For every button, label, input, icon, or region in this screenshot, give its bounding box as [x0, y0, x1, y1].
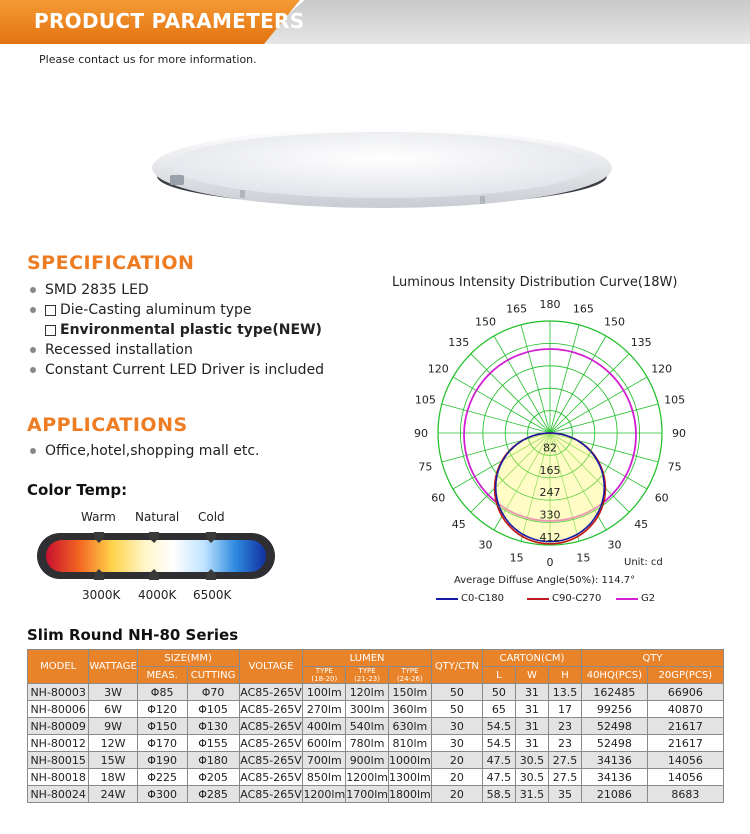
- table-cell: 35: [548, 786, 581, 803]
- table-cell: 52498: [581, 735, 647, 752]
- table-cell: 162485: [581, 684, 647, 701]
- table-cell: 20: [431, 752, 482, 769]
- angle-tick-label: 0: [546, 556, 554, 569]
- bullet-icon: [30, 347, 36, 353]
- table-cell: 1700lm: [346, 787, 388, 801]
- page-title: PRODUCT PARAMETERS: [34, 9, 305, 33]
- table-cell: 120lm: [346, 684, 389, 701]
- product-panel-image: [150, 110, 615, 225]
- table-cell: 18W: [89, 769, 137, 786]
- table-cell: Φ155: [187, 735, 239, 752]
- table-cell: 270lm: [303, 701, 346, 718]
- table-row: [28, 786, 724, 803]
- color-temp-top-label: Natural: [135, 510, 180, 524]
- angle-tick-label: 105: [414, 393, 436, 407]
- table-title: Slim Round NH-80 Series: [27, 626, 239, 644]
- table-cell: AC85-265V: [240, 685, 302, 699]
- radial-tick-label: 330: [539, 508, 561, 522]
- table-cell: 810lm: [388, 735, 431, 752]
- col-lumen-type: TYPE (21-23): [346, 667, 389, 684]
- table-cell: 23: [548, 735, 581, 752]
- table-cell: 3W: [89, 684, 137, 701]
- table-cell: 360lm: [388, 701, 431, 718]
- table-cell: 300lm: [346, 701, 389, 718]
- angle-tick-label: 150: [604, 315, 625, 329]
- table-cell: 700lm: [303, 752, 346, 769]
- table-cell: 54.5: [482, 718, 515, 735]
- table-cell: 9W: [89, 718, 137, 735]
- table-cell: 50: [482, 684, 515, 701]
- legend-swatch: [616, 598, 638, 600]
- legend-item: G2: [616, 593, 655, 604]
- angle-tick-label: 30: [478, 538, 493, 552]
- table-cell: AC85-265V: [240, 787, 302, 801]
- table-cell: 17: [548, 701, 581, 718]
- chart-title: Luminous Intensity Distribution Curve(18W): [392, 275, 678, 290]
- chart-unit: Unit: cd: [624, 557, 663, 568]
- color-temp-bar: [36, 525, 276, 587]
- table-cell: 24W: [89, 786, 137, 803]
- spec-item: Die-Casting aluminum type: [28, 300, 324, 320]
- spec-item: Recessed installation: [28, 340, 324, 360]
- col-wattage: WATTAGE: [89, 650, 137, 684]
- table-cell: Φ150: [137, 718, 187, 735]
- table-cell: 13.5: [548, 684, 581, 701]
- table-cell: 600lm: [303, 735, 346, 752]
- angle-tick-label: 120: [427, 362, 449, 376]
- angle-tick-label: 90: [672, 427, 686, 440]
- table-cell: 20: [431, 769, 482, 786]
- col-carton: CARTON(CM): [482, 650, 581, 667]
- angle-tick-label: 45: [451, 518, 466, 532]
- table-cell: 99256: [581, 701, 647, 718]
- legend-item: C90-C270: [527, 593, 601, 604]
- table-cell: 54.5: [482, 735, 515, 752]
- angle-tick-label: 90: [414, 427, 428, 440]
- angle-tick-label: 75: [418, 460, 433, 474]
- angle-tick-label: 135: [630, 335, 652, 349]
- table-cell: AC85-265V: [240, 770, 302, 784]
- col-carton-h: H: [548, 667, 581, 684]
- radial-tick-label: 82: [543, 441, 557, 455]
- table-cell: Φ130: [187, 718, 239, 735]
- col-20gp: 20GP(PCS): [647, 667, 723, 684]
- table-cell: Φ225: [137, 769, 187, 786]
- table-cell: 150lm: [388, 684, 431, 701]
- bullet-icon: [30, 448, 36, 454]
- angle-tick-label: 105: [664, 393, 686, 407]
- angle-tick-label: 60: [654, 491, 669, 505]
- table-cell: 50: [431, 701, 482, 718]
- table-cell: 31.5: [515, 786, 548, 803]
- table-cell: NH-80006: [28, 701, 89, 718]
- table-cell: NH-80009: [28, 718, 89, 735]
- spec-item: Environmental plastic type(NEW): [28, 320, 324, 340]
- radial-tick-label: 412: [539, 531, 561, 544]
- table-cell: 31: [515, 684, 548, 701]
- col-carton-l: L: [482, 667, 515, 684]
- color-temp-top-label: Warm: [81, 510, 116, 524]
- table-cell: 34136: [581, 769, 647, 786]
- table-cell: 850lm: [303, 769, 346, 786]
- specification-heading: SPECIFICATION: [27, 252, 195, 274]
- contact-note: Please contact us for more information.: [39, 53, 257, 66]
- application-item: Office,hotel,shopping mall etc.: [28, 441, 260, 461]
- table-cell: 100lm: [303, 684, 346, 701]
- col-carton-w: W: [515, 667, 548, 684]
- table-cell: NH-80018: [28, 769, 89, 786]
- table-cell: 1000lm: [388, 753, 431, 767]
- col-lumen-type: TYPE (24-26): [388, 667, 431, 684]
- col-size: SIZE(MM): [137, 650, 239, 667]
- header-banner: [0, 0, 750, 44]
- table-cell: AC85-265V: [240, 719, 302, 733]
- table-cell: 12W: [89, 735, 137, 752]
- table-cell: Φ120: [137, 701, 187, 718]
- table-cell: 1200lm: [303, 787, 346, 801]
- angle-tick-label: 15: [576, 551, 591, 565]
- table-cell: 58.5: [482, 786, 515, 803]
- table-cell: Φ190: [137, 752, 187, 769]
- table-cell: 50: [431, 684, 482, 701]
- table-cell: 6W: [89, 701, 137, 718]
- applications-heading: APPLICATIONS: [27, 414, 188, 436]
- specification-list: [28, 280, 324, 380]
- col-lumen: LUMEN: [303, 650, 431, 667]
- table-cell: 27.5: [548, 752, 581, 769]
- angle-tick-label: 45: [634, 518, 649, 532]
- checkbox-icon: [45, 305, 56, 316]
- table-cell: 34136: [581, 752, 647, 769]
- table-cell: 30.5: [515, 752, 548, 769]
- product-spec-table: [27, 649, 724, 803]
- table-cell: 900lm: [346, 752, 389, 769]
- color-temp-bottom-label: 6500K: [193, 588, 232, 602]
- table-cell: 400lm: [303, 718, 346, 735]
- legend-swatch: [436, 598, 458, 600]
- table-cell: Φ170: [137, 735, 187, 752]
- angle-tick-label: 165: [572, 302, 594, 316]
- col-meas: MEAS.: [137, 667, 187, 684]
- table-cell: 1300lm: [388, 770, 431, 784]
- table-cell: 30: [431, 718, 482, 735]
- table-cell: 540lm: [346, 718, 389, 735]
- table-cell: Φ70: [187, 684, 239, 701]
- col-lumen-type: TYPE (18-20): [303, 667, 346, 684]
- table-row: [28, 718, 724, 735]
- table-cell: 21086: [581, 786, 647, 803]
- angle-tick-label: 150: [475, 315, 496, 329]
- average-diffuse-angle: Average Diffuse Angle(50%): 114.7°: [454, 575, 636, 586]
- table-row: [28, 701, 724, 718]
- table-cell: AC85-265V: [240, 702, 302, 716]
- color-temp-heading: Color Temp:: [27, 481, 128, 499]
- table-cell: NH-80012: [28, 735, 89, 752]
- table-cell: Φ205: [187, 769, 239, 786]
- table-cell: 21617: [647, 718, 723, 735]
- table-cell: 27.5: [548, 769, 581, 786]
- angle-tick-label: 165: [506, 302, 528, 316]
- applications-list: [28, 441, 260, 461]
- color-temp-top-label: Cold: [198, 510, 225, 524]
- angle-tick-label: 30: [607, 538, 622, 552]
- table-cell: NH-80024: [28, 786, 89, 803]
- table-cell: 1200lm: [346, 770, 388, 784]
- col-cutting: CUTTING: [187, 667, 239, 684]
- table-cell: 15W: [89, 752, 137, 769]
- col-model: MODEL: [28, 650, 89, 684]
- radial-tick-label: 247: [539, 486, 561, 500]
- table-cell: Φ285: [187, 786, 239, 803]
- angle-tick-label: 15: [509, 551, 524, 565]
- table-cell: 47.5: [482, 752, 515, 769]
- table-row: [28, 735, 724, 752]
- spec-item: SMD 2835 LED: [28, 280, 324, 300]
- spec-item: Constant Current LED Driver is included: [28, 360, 324, 380]
- table-row: [28, 769, 724, 786]
- angle-tick-label: 75: [667, 460, 682, 474]
- col-qty-ctn: QTY/CTN: [431, 650, 482, 684]
- angle-tick-label: 135: [448, 335, 470, 349]
- table-cell: 23: [548, 718, 581, 735]
- angle-tick-label: 180: [539, 300, 561, 311]
- table-cell: 8683: [647, 786, 723, 803]
- bullet-icon: [30, 307, 36, 313]
- banner-gray-band: [255, 0, 750, 44]
- table-cell: 40870: [647, 701, 723, 718]
- table-cell: NH-80015: [28, 752, 89, 769]
- table-cell: Φ180: [187, 752, 239, 769]
- table-cell: Φ105: [187, 701, 239, 718]
- checkbox-icon: [45, 325, 56, 336]
- table-cell: Φ300: [137, 786, 187, 803]
- table-cell: 52498: [581, 718, 647, 735]
- table-cell: Φ85: [137, 684, 187, 701]
- table-cell: AC85-265V: [240, 736, 302, 750]
- col-voltage: VOLTAGE: [239, 650, 303, 684]
- table-cell: 20: [431, 786, 482, 803]
- polar-chart: [400, 300, 700, 570]
- table-cell: 31: [515, 701, 548, 718]
- table-cell: 21617: [647, 735, 723, 752]
- table-cell: 14056: [647, 752, 723, 769]
- table-cell: 14056: [647, 769, 723, 786]
- col-40hq: 40HQ(PCS): [581, 667, 647, 684]
- legend-item: C0-C180: [436, 593, 504, 604]
- table-cell: 1800lm: [388, 787, 431, 801]
- angle-tick-label: 120: [651, 362, 673, 376]
- table-cell: NH-80003: [28, 684, 89, 701]
- color-temp-bottom-label: 3000K: [82, 588, 121, 602]
- table-cell: 47.5: [482, 769, 515, 786]
- col-qty: QTY: [581, 650, 723, 667]
- table-cell: 66906: [647, 684, 723, 701]
- table-cell: 780lm: [346, 735, 389, 752]
- angle-tick-label: 60: [431, 491, 446, 505]
- table-cell: 65: [482, 701, 515, 718]
- table-row: [28, 684, 724, 701]
- bullet-icon: [30, 287, 36, 293]
- legend-swatch: [527, 598, 549, 600]
- table-cell: 630lm: [388, 718, 431, 735]
- bullet-icon: [30, 367, 36, 373]
- table-cell: 30: [431, 735, 482, 752]
- radial-tick-label: 165: [539, 463, 561, 477]
- table-row: [28, 752, 724, 769]
- table-cell: 31: [515, 718, 548, 735]
- color-temp-bottom-label: 4000K: [138, 588, 177, 602]
- table-cell: 31: [515, 735, 548, 752]
- table-cell: AC85-265V: [240, 753, 302, 767]
- table-cell: 30.5: [515, 769, 548, 786]
